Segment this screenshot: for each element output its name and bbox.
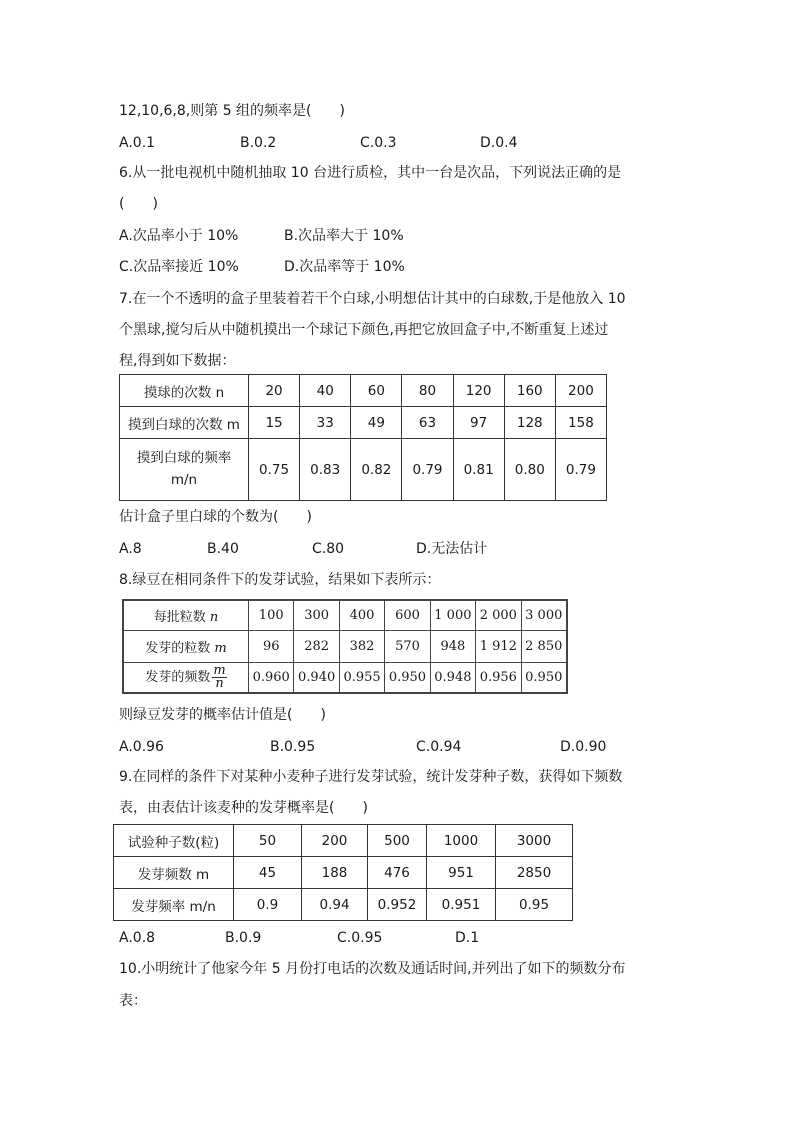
table-cell: 951: [427, 857, 496, 889]
table-cell: 300: [294, 601, 339, 631]
q7-stem-line1: 7.在一个不透明的盒子里装着若干个白球,小明想估计其中的白球数,于是他放入 10: [119, 291, 626, 307]
table-cell: 282: [294, 631, 339, 663]
table-cell: 0.952: [368, 889, 427, 921]
q6-option-c: C.次品率接近 10%: [119, 259, 239, 275]
q7-row-label: 摸到白球的次数 m: [120, 407, 249, 439]
table-cell: 33: [300, 407, 351, 439]
q6-stem-line2: ( ): [119, 196, 158, 212]
q9-option-d: D.1: [455, 930, 480, 946]
q9-stem-line2: 表，由表估计该麦种的发芽概率是( ): [119, 800, 368, 816]
q8-option-d: D.0.90: [560, 739, 607, 755]
q7-row-label: [120, 439, 249, 501]
q7-option-a: A.8: [119, 541, 142, 557]
table-cell: 0.81: [453, 439, 504, 501]
q8-row1-label: 每批粒数: [153, 610, 206, 625]
q8-row-m: [124, 631, 567, 663]
q8-row-freq: [124, 663, 567, 693]
table-cell: 2 850: [521, 631, 566, 663]
table-cell: 0.960: [249, 663, 294, 693]
table-cell: 500: [368, 825, 427, 857]
q6-option-a: A.次品率小于 10%: [119, 228, 239, 244]
table-cell: 1 912: [476, 631, 521, 663]
q5-option-d: D.0.4: [480, 135, 518, 151]
table-cell: 63: [402, 407, 453, 439]
q7-stem-line2: 个黑球,搅匀后从中随机摸出一个球记下颜色,再把它放回盒子中,不断重复上述过: [119, 322, 609, 338]
table-cell: 0.955: [339, 663, 384, 693]
q8-option-b: B.0.95: [270, 739, 316, 755]
q8-frac-den: n: [215, 676, 224, 691]
table-cell: 1000: [427, 825, 496, 857]
q7-row-label-line2: m/n: [170, 471, 198, 488]
q7-row-n: [120, 375, 607, 407]
table-cell: 200: [302, 825, 368, 857]
q8-question: 则绿豆发芽的概率估计值是( ): [119, 707, 326, 723]
table-cell: 0.940: [294, 663, 339, 693]
q8-row-label: [124, 663, 249, 693]
q9-row-freq: [114, 889, 573, 921]
q5-stem: 12,10,6,8,则第 5 组的频率是( ): [119, 103, 345, 119]
table-cell: 0.83: [300, 439, 351, 501]
q7-row-label-line1: 摸到白球的频率: [136, 449, 232, 466]
q9-row-label: 发芽频率 m/n: [114, 889, 234, 921]
q8-row-label: [124, 631, 249, 663]
q8-option-a: A.0.96: [119, 739, 164, 755]
table-cell: 20: [249, 375, 300, 407]
table-cell: 476: [368, 857, 427, 889]
q9-option-c: C.0.95: [337, 930, 383, 946]
table-cell: 3 000: [521, 601, 566, 631]
q7-option-c: C.80: [312, 541, 345, 557]
q8-table: [123, 600, 567, 693]
table-cell: 120: [453, 375, 504, 407]
q7-stem-line3: 程,得到如下数据：: [119, 353, 236, 369]
table-cell: 158: [555, 407, 606, 439]
table-cell: 0.951: [427, 889, 496, 921]
q9-row-m: [114, 857, 573, 889]
q6-stem-line1: 6.从一批电视机中随机抽取 10 台进行质检，其中一台是次品，下列说法正确的是: [119, 165, 622, 181]
table-cell: 45: [234, 857, 302, 889]
q9-option-b: B.0.9: [225, 930, 262, 946]
q5-option-c: C.0.3: [360, 135, 397, 151]
table-cell: 96: [249, 631, 294, 663]
table-cell: 570: [385, 631, 430, 663]
q8-row3-label: 发芽的频数: [145, 670, 211, 685]
table-cell: 97: [453, 407, 504, 439]
q7-row-m: [120, 407, 607, 439]
q7-option-b: B.40: [207, 541, 239, 557]
q9-table: [113, 824, 573, 921]
q8-option-c: C.0.94: [416, 739, 462, 755]
q5-option-b: B.0.2: [240, 135, 277, 151]
q6-option-b: B.次品率大于 10%: [284, 228, 404, 244]
q5-option-a: A.0.1: [119, 135, 156, 151]
table-cell: 3000: [496, 825, 573, 857]
table-cell: 0.82: [351, 439, 402, 501]
table-cell: 15: [249, 407, 300, 439]
q6-option-d: D.次品率等于 10%: [284, 259, 405, 275]
table-cell: 2 000: [476, 601, 521, 631]
q7-row-label: 摸球的次数 n: [120, 375, 249, 407]
table-cell: 948: [430, 631, 475, 663]
table-cell: 0.9: [234, 889, 302, 921]
table-cell: 0.79: [555, 439, 606, 501]
table-cell: 382: [339, 631, 384, 663]
q8-row2-label: 发芽的粒数: [145, 641, 211, 656]
table-cell: 128: [504, 407, 555, 439]
q10-stem-line1: 10.小明统计了他家今年 5 月份打电话的次数及通话时间,并列出了如下的频数分布: [119, 961, 626, 977]
q7-table: [119, 374, 607, 501]
q9-row-n: [114, 825, 573, 857]
q8-row-n: [124, 601, 567, 631]
q10-stem-line2: 表：: [119, 993, 147, 1009]
q9-row-label: 发芽频数 m: [114, 857, 234, 889]
table-cell: 60: [351, 375, 402, 407]
table-cell: 100: [249, 601, 294, 631]
q7-option-d: D.无法估计: [416, 541, 488, 557]
table-cell: 50: [234, 825, 302, 857]
table-cell: 80: [402, 375, 453, 407]
table-cell: 40: [300, 375, 351, 407]
q8-row1-var: n: [209, 610, 219, 625]
q7-row-freq: [120, 439, 607, 501]
table-cell: 188: [302, 857, 368, 889]
table-cell: 160: [504, 375, 555, 407]
table-cell: 0.948: [430, 663, 475, 693]
table-cell: 0.950: [385, 663, 430, 693]
table-cell: 1 000: [430, 601, 475, 631]
q9-row-label: 试验种子数(粒): [114, 825, 234, 857]
q8-frac-num: m: [213, 663, 226, 678]
q9-option-a: A.0.8: [119, 930, 156, 946]
table-cell: 0.956: [476, 663, 521, 693]
table-cell: 0.95: [496, 889, 573, 921]
table-cell: 49: [351, 407, 402, 439]
table-cell: 0.79: [402, 439, 453, 501]
table-cell: 2850: [496, 857, 573, 889]
table-cell: 400: [339, 601, 384, 631]
q8-stem: 8.绿豆在相同条件下的发芽试验，结果如下表所示：: [119, 572, 441, 588]
q8-row2-var: m: [214, 641, 227, 656]
q8-row-label: [124, 601, 249, 631]
q7-question: 估计盒子里白球的个数为( ): [119, 509, 312, 525]
table-cell: 200: [555, 375, 606, 407]
q9-stem-line1: 9.在同样的条件下对某种小麦种子进行发芽试验，统计发芽种子数，获得如下频数: [119, 769, 623, 785]
table-cell: 0.80: [504, 439, 555, 501]
q8-fraction: [212, 665, 226, 690]
table-cell: 0.94: [302, 889, 368, 921]
table-cell: 600: [385, 601, 430, 631]
table-cell: 0.950: [521, 663, 566, 693]
table-cell: 0.75: [249, 439, 300, 501]
